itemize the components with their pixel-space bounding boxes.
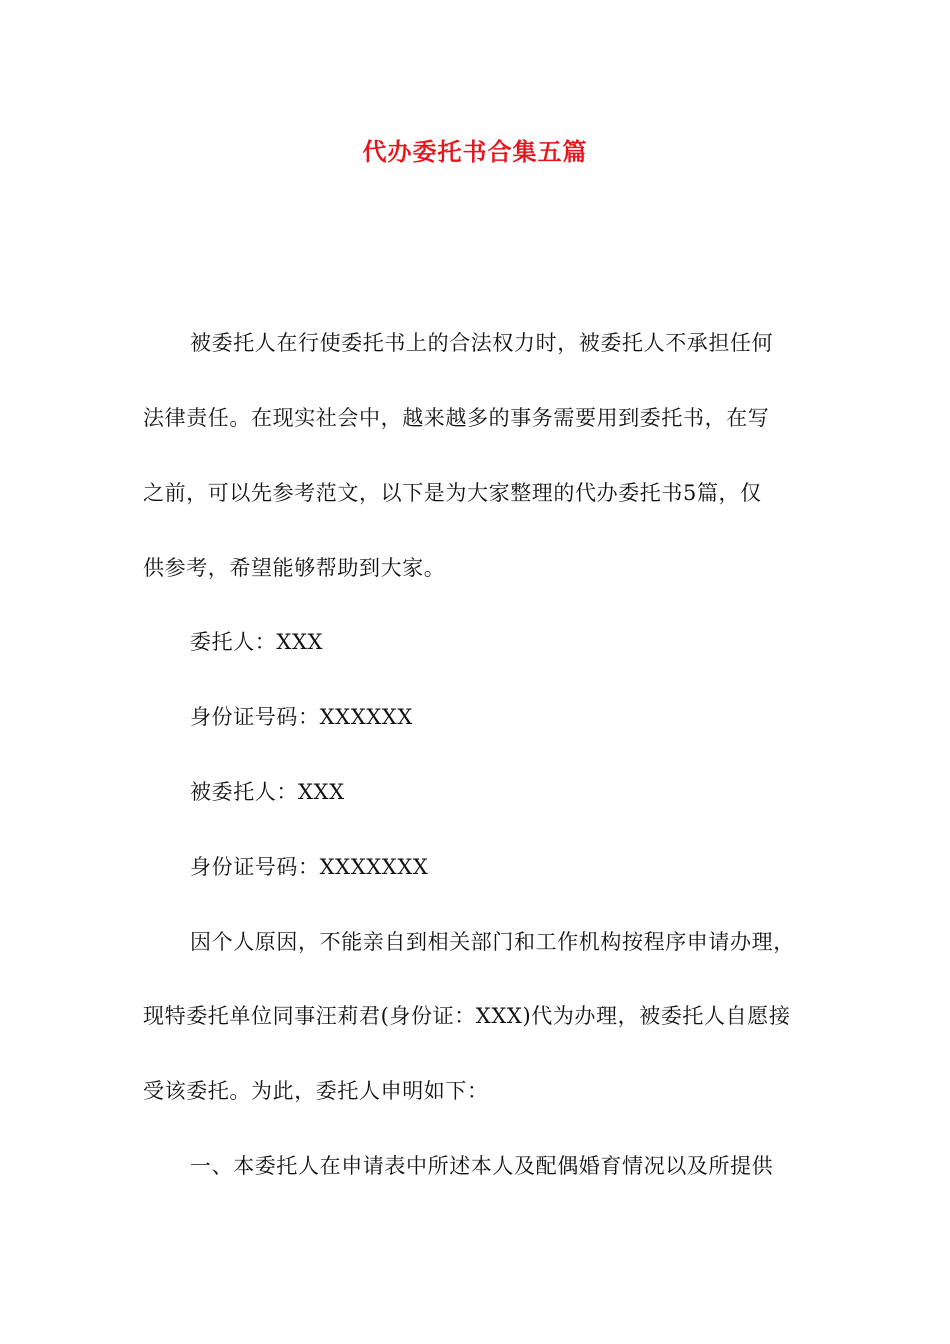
principal-line: 委托人：XXX — [190, 630, 324, 654]
paragraph-intro-line-1: 被委托人在行使委托书上的合法权力时，被委托人不承担任何 — [190, 331, 774, 355]
agent-line: 被委托人：XXX — [190, 780, 345, 804]
principal-id-line: 身份证号码：XXXXXX — [190, 705, 413, 729]
paragraph-reason-line-2: 现特委托单位同事汪莉君(身份证：XXX)代为办理，被委托人自愿接 — [143, 1004, 791, 1028]
clause-one-line-1: 一、本委托人在申请表中所述本人及配偶婚育情况以及所提供 — [190, 1154, 774, 1178]
paragraph-intro-line-2: 法律责任。在现实社会中，越来越多的事务需要用到委托书，在写 — [143, 406, 770, 430]
paragraph-intro-line-3: 之前，可以先参考范文，以下是为大家整理的代办委托书5篇，仅 — [143, 481, 762, 505]
document-title: 代办委托书合集五篇 — [362, 138, 588, 166]
agent-id-line: 身份证号码：XXXXXXX — [190, 855, 429, 879]
paragraph-reason-line-1: 因个人原因，不能亲自到相关部门和工作机构按程序申请办理， — [190, 930, 795, 954]
paragraph-intro-line-4: 供参考，希望能够帮助到大家。 — [143, 556, 446, 580]
paragraph-reason-line-3: 受该委托。为此，委托人申明如下： — [143, 1079, 489, 1103]
